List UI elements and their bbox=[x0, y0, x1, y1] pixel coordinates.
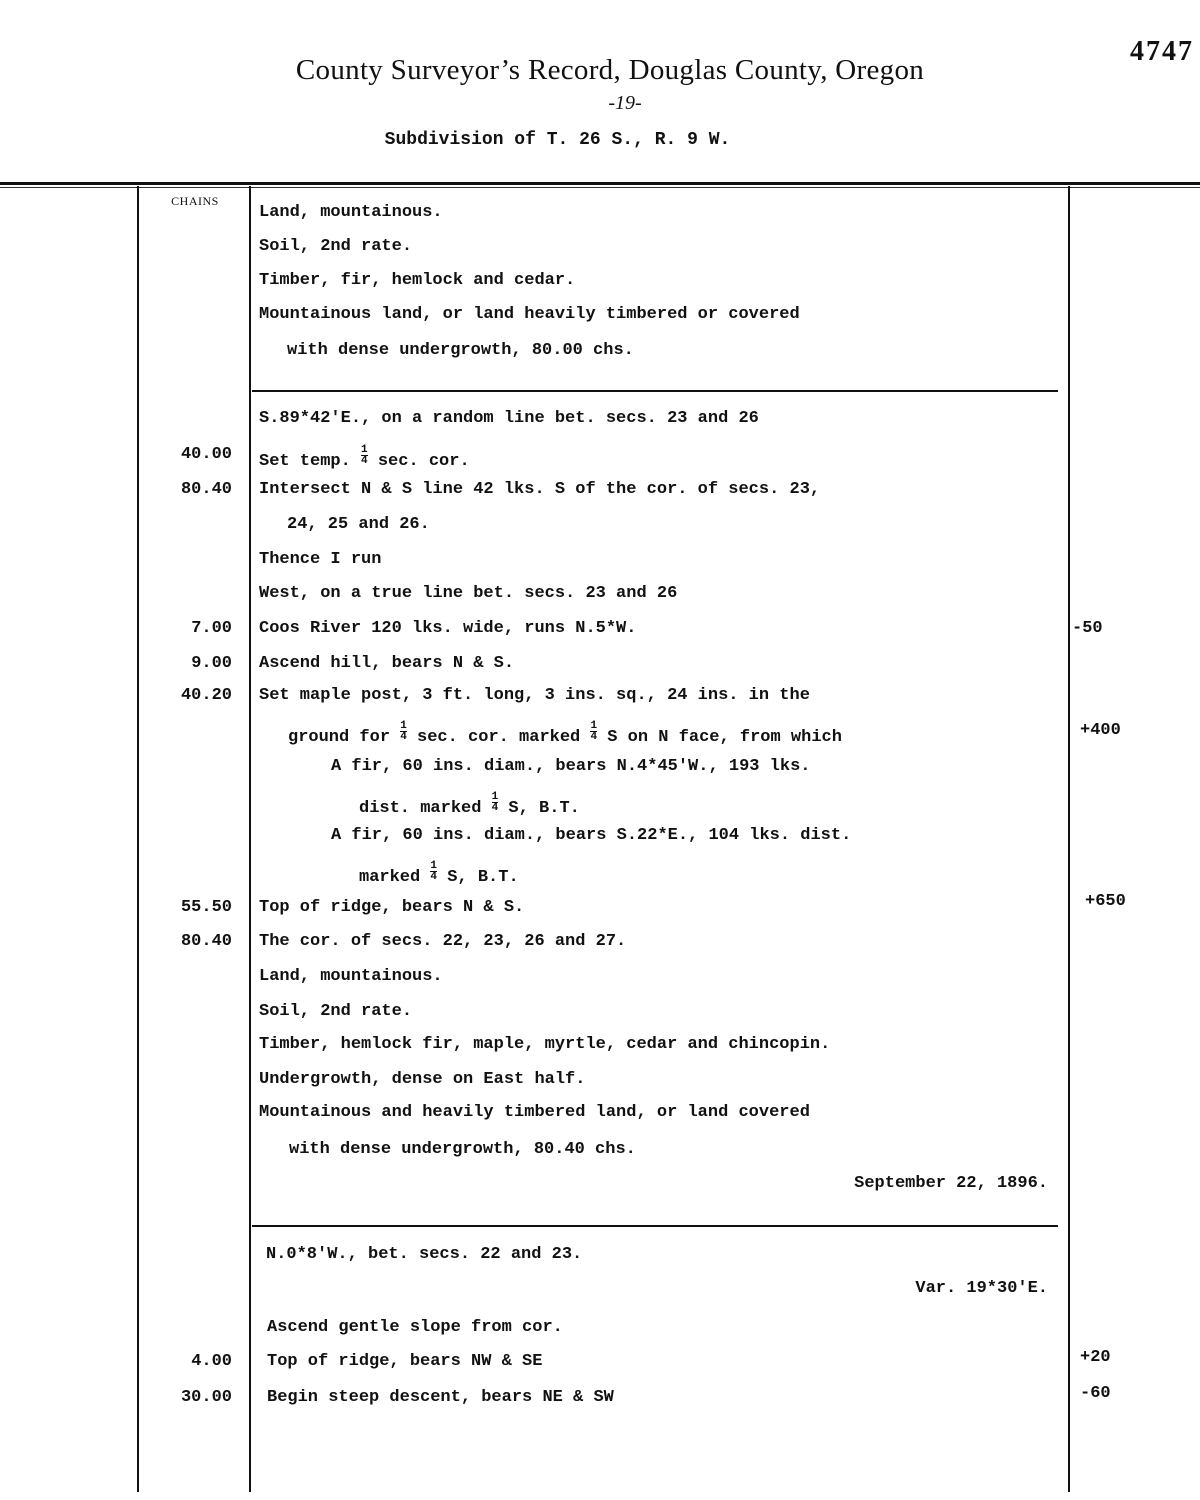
record-line bbox=[0, 967, 1200, 995]
record-line bbox=[0, 1279, 1200, 1307]
line-text: Timber, hemlock fir, maple, myrtle, cedar and chincopin. bbox=[259, 1035, 831, 1054]
header-rule bbox=[0, 182, 1200, 185]
record-line bbox=[0, 480, 1200, 508]
record-line bbox=[0, 654, 1200, 682]
quarter-fraction: $\frac{1}{4}$ bbox=[590, 720, 598, 743]
line-text: A fir, 60 ins. diam., bears N.4*45'W., 193 lks. bbox=[331, 757, 811, 776]
record-line bbox=[0, 550, 1200, 578]
record-line bbox=[0, 584, 1200, 612]
line-text: with dense undergrowth, 80.00 chs. bbox=[287, 341, 634, 360]
elevation-value: -60 bbox=[1080, 1384, 1111, 1403]
section-separator bbox=[252, 1225, 1058, 1227]
elevation-value: +20 bbox=[1080, 1348, 1111, 1367]
record-line bbox=[0, 721, 1200, 749]
record-line bbox=[0, 445, 1200, 473]
page-number: -19- bbox=[608, 92, 642, 114]
line-text: Set maple post, 3 ft. long, 3 ins. sq., 24 ins. in the bbox=[259, 686, 810, 705]
subdivision-subtitle: Subdivision of T. 26 S., R. 9 W. bbox=[384, 130, 731, 150]
record-line bbox=[0, 1318, 1200, 1346]
record-line bbox=[0, 1070, 1200, 1098]
header-rule-thin bbox=[0, 187, 1200, 188]
record-line bbox=[0, 686, 1200, 714]
line-text: Soil, 2nd rate. bbox=[259, 237, 413, 256]
record-line bbox=[0, 932, 1200, 960]
quarter-fraction: $\frac{1}{4}$ bbox=[400, 720, 407, 743]
elevation-value: -50 bbox=[1072, 619, 1103, 638]
line-text: Set temp. $\frac{1}{4}$ sec. cor. bbox=[259, 444, 470, 471]
chains-value: 40.00 bbox=[180, 445, 232, 464]
elevation-value: +400 bbox=[1080, 721, 1121, 740]
record-line bbox=[0, 305, 1200, 333]
record-line bbox=[0, 1348, 1200, 1380]
line-text: N.0*8'W., bet. secs. 22 and 23. bbox=[266, 1245, 583, 1264]
line-text: Ascend hill, bears N & S. bbox=[259, 654, 515, 673]
line-text: Land, mountainous. bbox=[259, 203, 443, 222]
section-separator bbox=[252, 390, 1058, 392]
quarter-fraction: $\frac{1}{4}$ bbox=[361, 444, 368, 467]
line-text: Undergrowth, dense on East half. bbox=[259, 1070, 586, 1089]
record-line bbox=[0, 826, 1200, 854]
record-line bbox=[0, 1384, 1200, 1416]
variation-note: Var. 19*30'E. bbox=[915, 1279, 1048, 1298]
record-line bbox=[0, 861, 1200, 889]
elevation-value: +650 bbox=[1085, 892, 1126, 911]
record-line bbox=[0, 1140, 1200, 1168]
record-line bbox=[0, 1103, 1200, 1131]
record-line bbox=[0, 271, 1200, 299]
line-text: Begin steep descent, bears NE & SW bbox=[267, 1388, 614, 1407]
line-text: with dense undergrowth, 80.40 chs. bbox=[289, 1140, 636, 1159]
chains-value: 4.00 bbox=[191, 1352, 232, 1371]
line-text: Mountainous land, or land heavily timbered or covered bbox=[259, 305, 800, 324]
line-text: 24, 25 and 26. bbox=[287, 515, 430, 534]
record-line bbox=[0, 619, 1200, 647]
record-date: September 22, 1896. bbox=[854, 1174, 1048, 1193]
line-text: Soil, 2nd rate. bbox=[259, 1002, 413, 1021]
line-text: Ascend gentle slope from cor. bbox=[267, 1318, 563, 1337]
line-text: Top of ridge, bears NW & SE bbox=[267, 1352, 543, 1371]
record-line bbox=[0, 515, 1200, 543]
line-text: The cor. of secs. 22, 23, 26 and 27. bbox=[259, 932, 627, 951]
record-line bbox=[0, 341, 1200, 369]
record-line bbox=[0, 1245, 1200, 1273]
line-text: Land, mountainous. bbox=[259, 967, 443, 986]
line-text: Intersect N & S line 42 lks. S of the cor. of secs. 23, bbox=[259, 480, 821, 499]
quarter-fraction: $\frac{1}{4}$ bbox=[430, 860, 438, 883]
chains-value: 7.00 bbox=[191, 619, 232, 638]
record-line bbox=[0, 1035, 1200, 1063]
line-text: Coos River 120 lks. wide, runs N.5*W. bbox=[259, 619, 637, 638]
line-text: Top of ridge, bears N & S. bbox=[259, 898, 525, 917]
quarter-fraction: $\frac{1}{4}$ bbox=[491, 791, 499, 814]
record-line bbox=[0, 237, 1200, 265]
line-text: A fir, 60 ins. diam., bears S.22*E., 104 lks. dist. bbox=[331, 826, 852, 845]
line-text: marked $\frac{1}{4}$ S, B.T. bbox=[359, 860, 519, 887]
chains-value: 30.00 bbox=[180, 1388, 232, 1407]
chains-value: 80.40 bbox=[180, 932, 232, 951]
page-title: County Surveyor’s Record, Douglas County, Oregon bbox=[295, 54, 925, 86]
record-line bbox=[0, 203, 1200, 231]
line-text: Thence I run bbox=[259, 550, 382, 569]
chains-value: 80.40 bbox=[180, 480, 232, 499]
chains-column-header: CHAINS bbox=[171, 194, 219, 208]
line-text: ground for $\frac{1}{4}$ sec. cor. marked $\frac{1}{4}$ S on N face, from which bbox=[288, 720, 842, 747]
record-line bbox=[0, 757, 1200, 785]
chains-value: 55.50 bbox=[180, 898, 232, 917]
record-line bbox=[0, 1002, 1200, 1030]
line-text: Timber, fir, hemlock and cedar. bbox=[259, 271, 576, 290]
record-line bbox=[0, 792, 1200, 820]
record-line bbox=[0, 409, 1200, 437]
record-number: 4747 bbox=[1130, 36, 1194, 67]
chains-value: 9.00 bbox=[191, 654, 232, 673]
chains-value: 40.20 bbox=[180, 686, 232, 705]
line-text: West, on a true line bet. secs. 23 and 26 bbox=[259, 584, 678, 603]
record-line bbox=[0, 1174, 1200, 1202]
line-text: dist. marked $\frac{1}{4}$ S, B.T. bbox=[359, 791, 580, 818]
line-text: Mountainous and heavily timbered land, or land covered bbox=[259, 1103, 810, 1122]
line-text: S.89*42'E., on a random line bet. secs. 23 and 26 bbox=[259, 409, 759, 428]
record-line bbox=[0, 892, 1200, 926]
